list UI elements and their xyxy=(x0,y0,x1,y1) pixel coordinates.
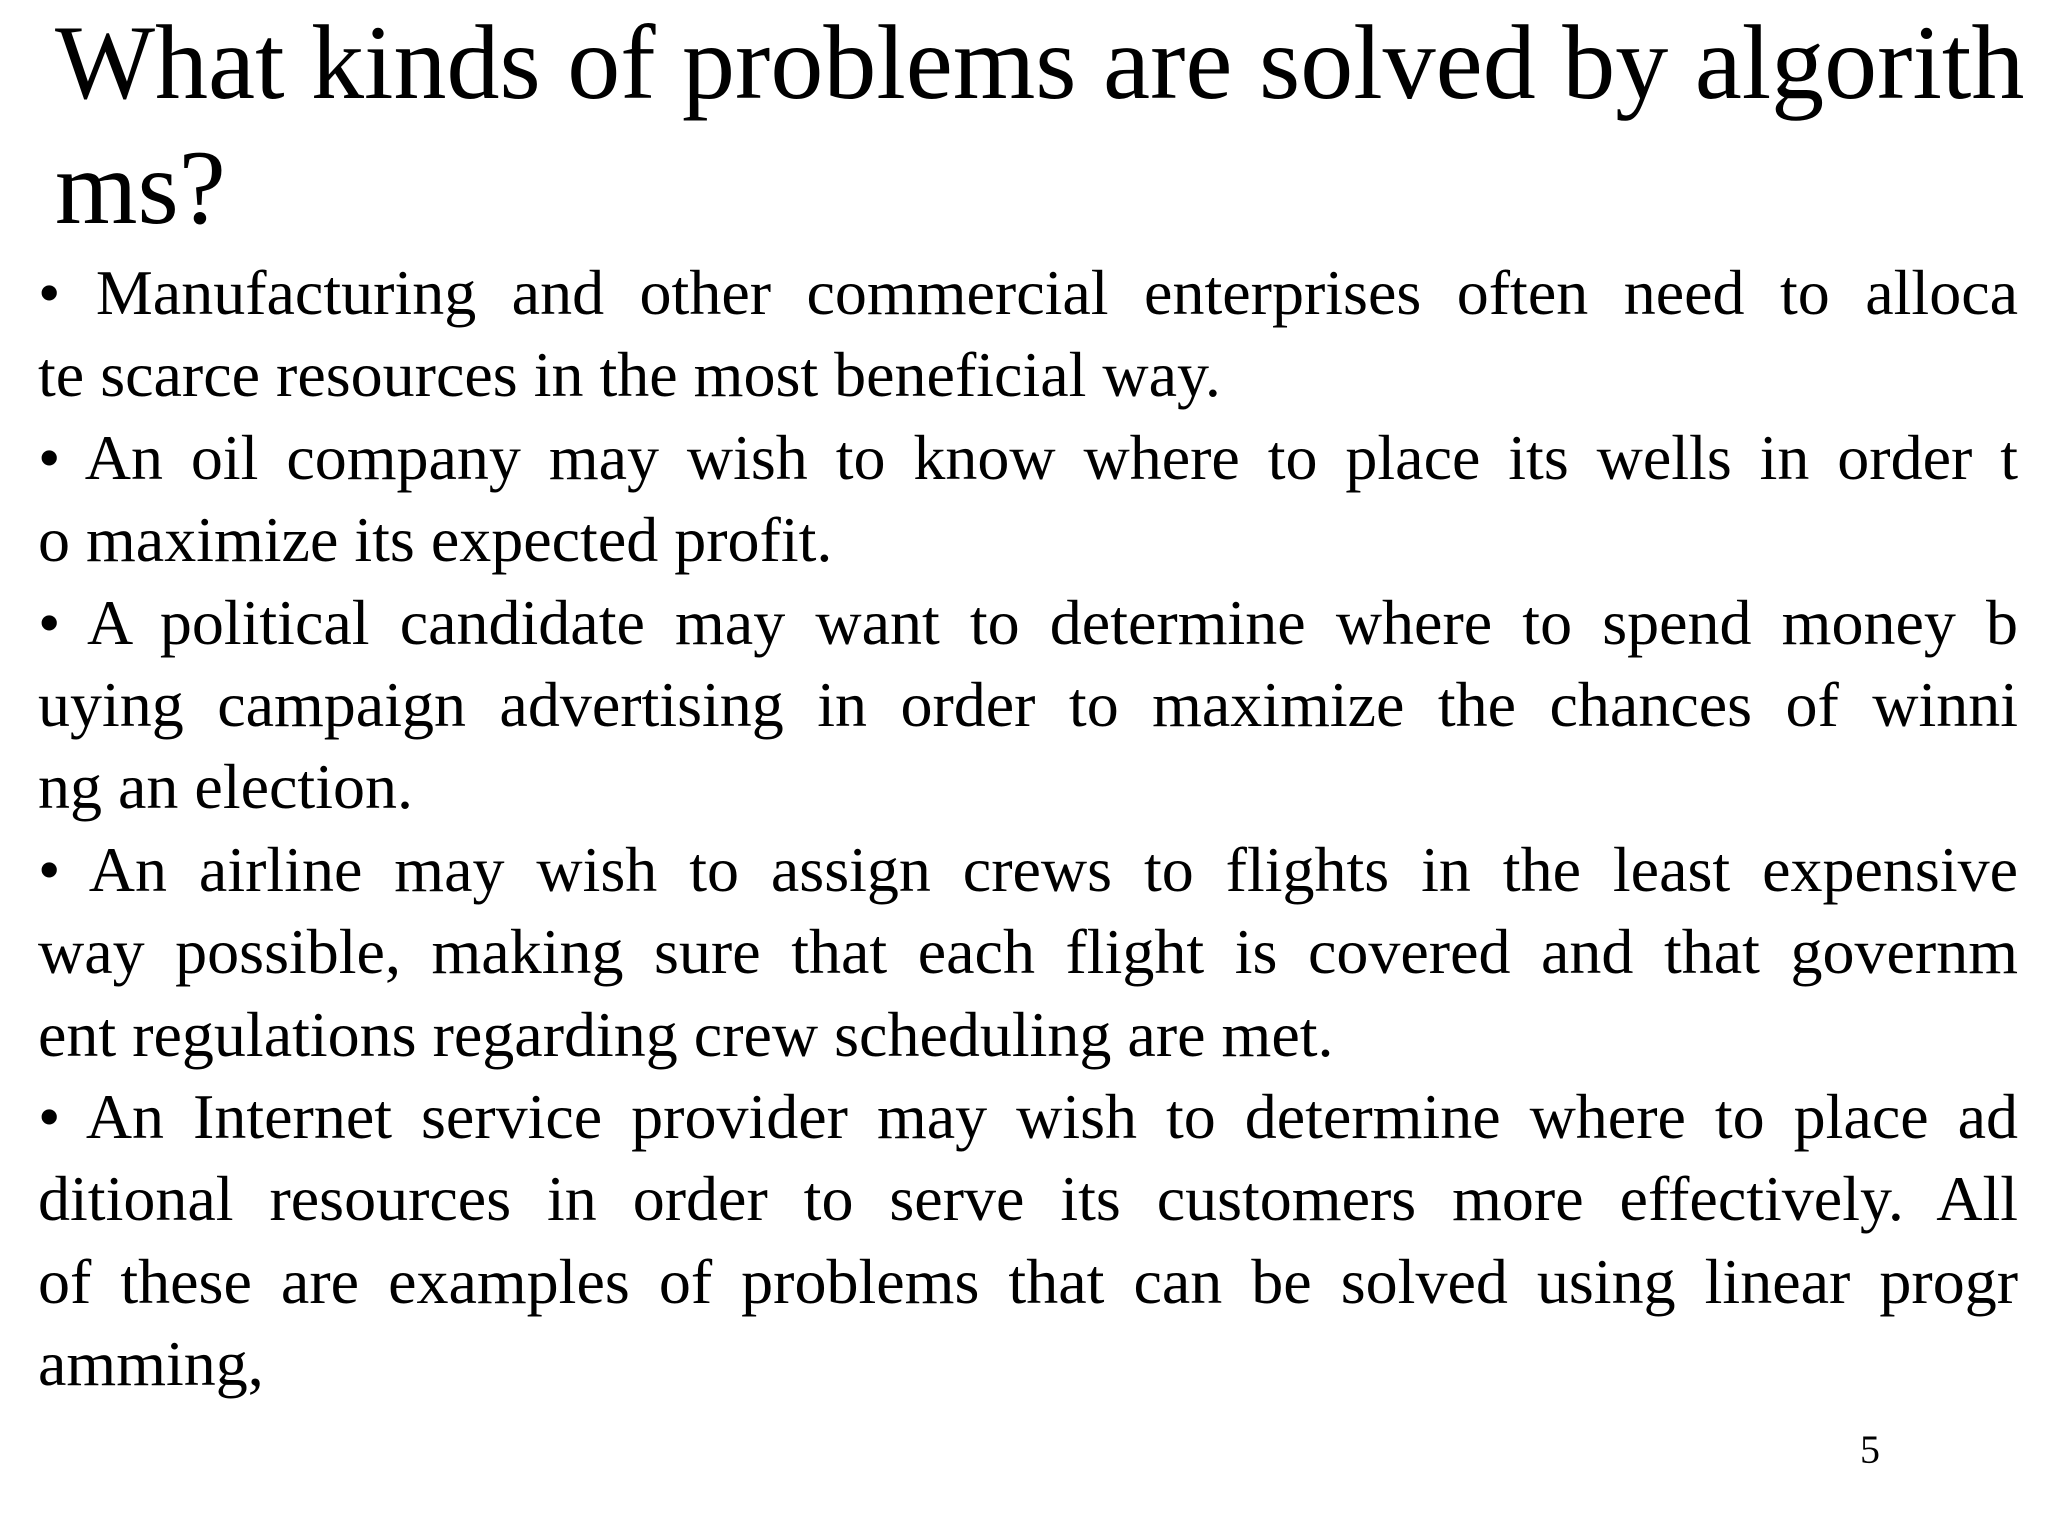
body-line: uying campaign advertising in order to maximize the chances of winni xyxy=(38,668,2018,740)
body-line: amming, xyxy=(38,1328,264,1400)
slide-title-line: What kinds of problems are solved by algorith xyxy=(55,4,2025,121)
slide-title-line: ms? xyxy=(55,129,226,246)
body-line: ditional resources in order to serve its customers more effectively. All xyxy=(38,1163,2018,1235)
slide-title xyxy=(55,0,2025,250)
body-line: • An oil company may wish to know where to place its wells in order t xyxy=(38,421,2018,493)
body-line: • An Internet service provider may wish to determine where to place ad xyxy=(38,1080,2018,1152)
body-line: way possible, making sure that each flight is covered and that governm xyxy=(38,916,2018,988)
body-line: • Manufacturing and other commercial enterprises often need to alloca xyxy=(38,257,2018,328)
body-line: • An airline may wish to assign crews to flights in the least expensive xyxy=(38,833,2018,905)
body-line: ent regulations regarding crew scheduling are met. xyxy=(38,998,1334,1070)
page-number: 5 xyxy=(1860,1427,1880,1472)
body-line: o maximize its expected profit. xyxy=(38,504,833,576)
body-line: of these are examples of problems that can be solved using linear progr xyxy=(38,1245,2018,1317)
body-line: ng an election. xyxy=(38,751,413,823)
body-line: te scarce resources in the most beneficial way. xyxy=(38,339,1221,411)
body-line: • A political candidate may want to determine where to spend money b xyxy=(38,586,2018,658)
slide-body xyxy=(38,252,2018,1405)
